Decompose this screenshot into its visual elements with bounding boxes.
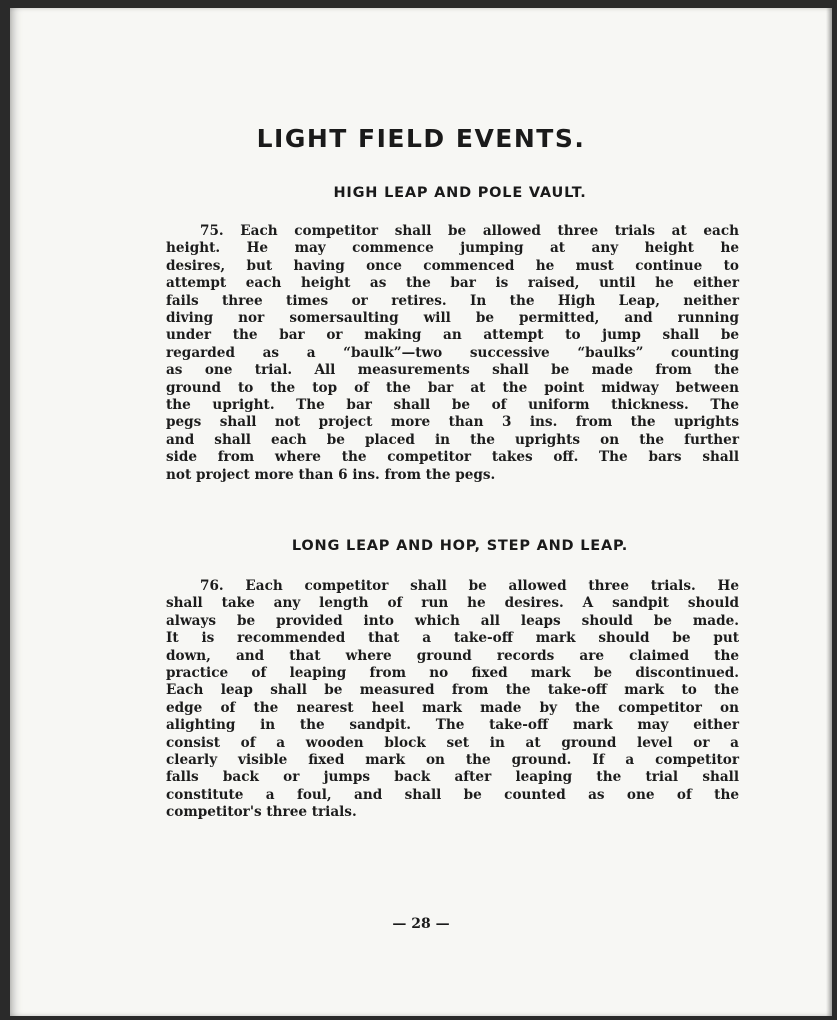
paragraph-line: ground to the top of the bar at the point midway between (166, 379, 739, 396)
paragraph-line: the upright. The bar shall be of uniform thickness. The (166, 397, 739, 414)
paragraph-line: consist of a wooden block set in at ground level or a (166, 734, 739, 751)
paragraph-line: shall take any length of run he desires. A sandpit should (166, 595, 739, 612)
paragraph-line: diving nor somersaulting will be permitted, and running (166, 310, 739, 327)
paragraph-line: pegs shall not project more than 3 ins. from the uprights (166, 414, 739, 431)
paragraph-75 (166, 223, 739, 484)
page-number: — 28 — (392, 916, 450, 932)
paragraph-line: edge of the nearest heel mark made by the competitor on (166, 699, 739, 716)
paragraph-line: under the bar or making an attempt to jump shall be (166, 327, 739, 344)
section-heading-high-leap: HIGH LEAP AND POLE VAULT. (333, 185, 587, 201)
paragraph-line: competitor's three trials. (166, 804, 357, 821)
paragraph-line: down, and that where ground records are claimed the (166, 647, 739, 664)
paragraph-line: attempt each height as the bar is raised, until he either (166, 275, 739, 292)
section-heading-long-leap: LONG LEAP AND HOP, STEP AND LEAP. (291, 538, 629, 554)
paragraph-line: desires, but having once commenced he must continue to (166, 257, 739, 274)
page-edge-shadow (826, 8, 832, 1016)
paragraph-line: side from where the competitor takes off. The bars shall (166, 449, 739, 466)
page-title: LIGHT FIELD EVENTS. (256, 124, 586, 153)
paragraph-line: falls back or jumps back after leaping the trial shall (166, 769, 739, 786)
paragraph-line: fails three times or retires. In the High Leap, neither (166, 292, 739, 309)
paragraph-line: 76. Each competitor shall be allowed three trials. He (200, 578, 739, 594)
paragraph-line: not project more than 6 ins. from the pegs. (166, 466, 496, 483)
paragraph-line: 75. Each competitor shall be allowed three trials at each (200, 223, 739, 239)
paragraph-line: practice of leaping from no fixed mark be discontinued. (166, 665, 739, 682)
paragraph-line: height. He may commence jumping at any height he (166, 240, 739, 257)
book-page (10, 8, 832, 1016)
paragraph-line: regarded as a “baulk”—two successive “baulks” counting (166, 344, 739, 361)
paragraph-line: constitute a foul, and shall be counted as one of the (166, 786, 739, 803)
paragraph-line: clearly visible fixed mark on the ground. If a competitor (166, 752, 739, 769)
paragraph-76 (166, 578, 739, 822)
paragraph-line: and shall each be placed in the uprights on the further (166, 431, 739, 448)
paragraph-line: It is recommended that a take-off mark should be put (166, 630, 739, 647)
paragraph-line: Each leap shall be measured from the take-off mark to the (166, 682, 739, 699)
paragraph-line: always be provided into which all leaps should be made. (166, 612, 739, 629)
paragraph-line: alighting in the sandpit. The take-off mark may either (166, 717, 739, 734)
paragraph-line: as one trial. All measurements shall be made from the (166, 362, 739, 379)
